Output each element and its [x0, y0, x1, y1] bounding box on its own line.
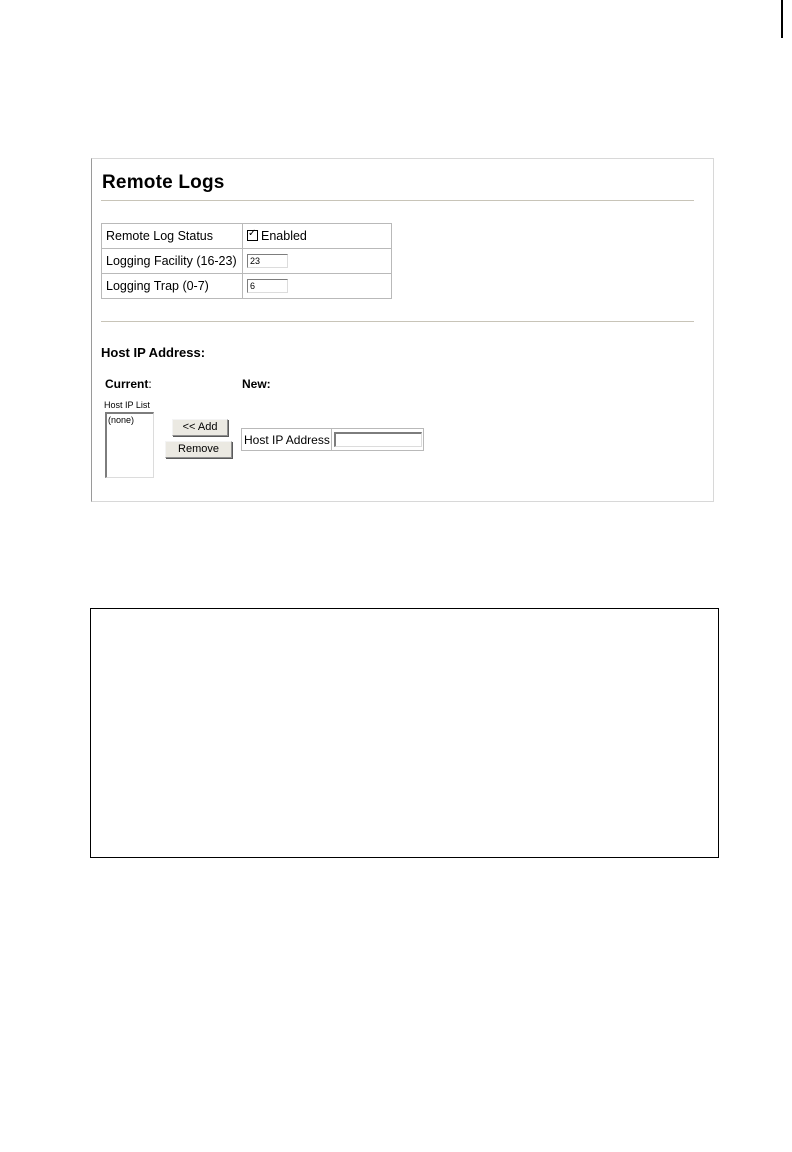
logging-trap-row [102, 274, 392, 299]
new-host-table [241, 428, 424, 451]
host-ip-address-input[interactable] [334, 432, 422, 447]
logging-trap-input[interactable] [247, 279, 288, 293]
remote-log-settings-table [101, 223, 392, 299]
host-ip-address-label: Host IP Address [242, 429, 332, 451]
title-divider [101, 200, 694, 201]
remote-logs-panel [91, 158, 714, 502]
logging-trap-label: Logging Trap (0-7) [102, 274, 243, 299]
current-label-colon: : [148, 377, 152, 391]
host-ip-list-caption: Host IP List [104, 400, 150, 410]
host-ip-heading: Host IP Address: [101, 345, 206, 360]
list-item[interactable]: (none) [108, 415, 135, 425]
host-ip-list[interactable] [105, 412, 154, 478]
logging-facility-label: Logging Facility (16-23) [102, 249, 243, 274]
current-label [105, 377, 152, 391]
remote-log-status-cell [243, 224, 392, 249]
section-divider [101, 321, 694, 322]
remote-log-status-row [102, 224, 392, 249]
logging-facility-input[interactable] [247, 254, 288, 268]
logging-trap-cell [243, 274, 392, 299]
check-icon: ✓ [248, 228, 257, 239]
remove-button[interactable]: Remove [165, 441, 232, 458]
page-margin-rule [781, 0, 783, 38]
empty-content-frame [90, 608, 719, 858]
remote-log-enabled-label: Enabled [261, 229, 307, 243]
new-host-row [242, 429, 424, 451]
page-title: Remote Logs [102, 172, 225, 193]
logging-facility-cell [243, 249, 392, 274]
host-ip-address-cell [331, 429, 423, 451]
remote-log-status-label: Remote Log Status [102, 224, 243, 249]
remote-log-enabled-checkbox[interactable] [247, 230, 258, 241]
new-label: New: [242, 377, 271, 391]
logging-facility-row [102, 249, 392, 274]
current-label-text: Current [105, 377, 149, 391]
add-button[interactable]: << Add [172, 419, 228, 436]
